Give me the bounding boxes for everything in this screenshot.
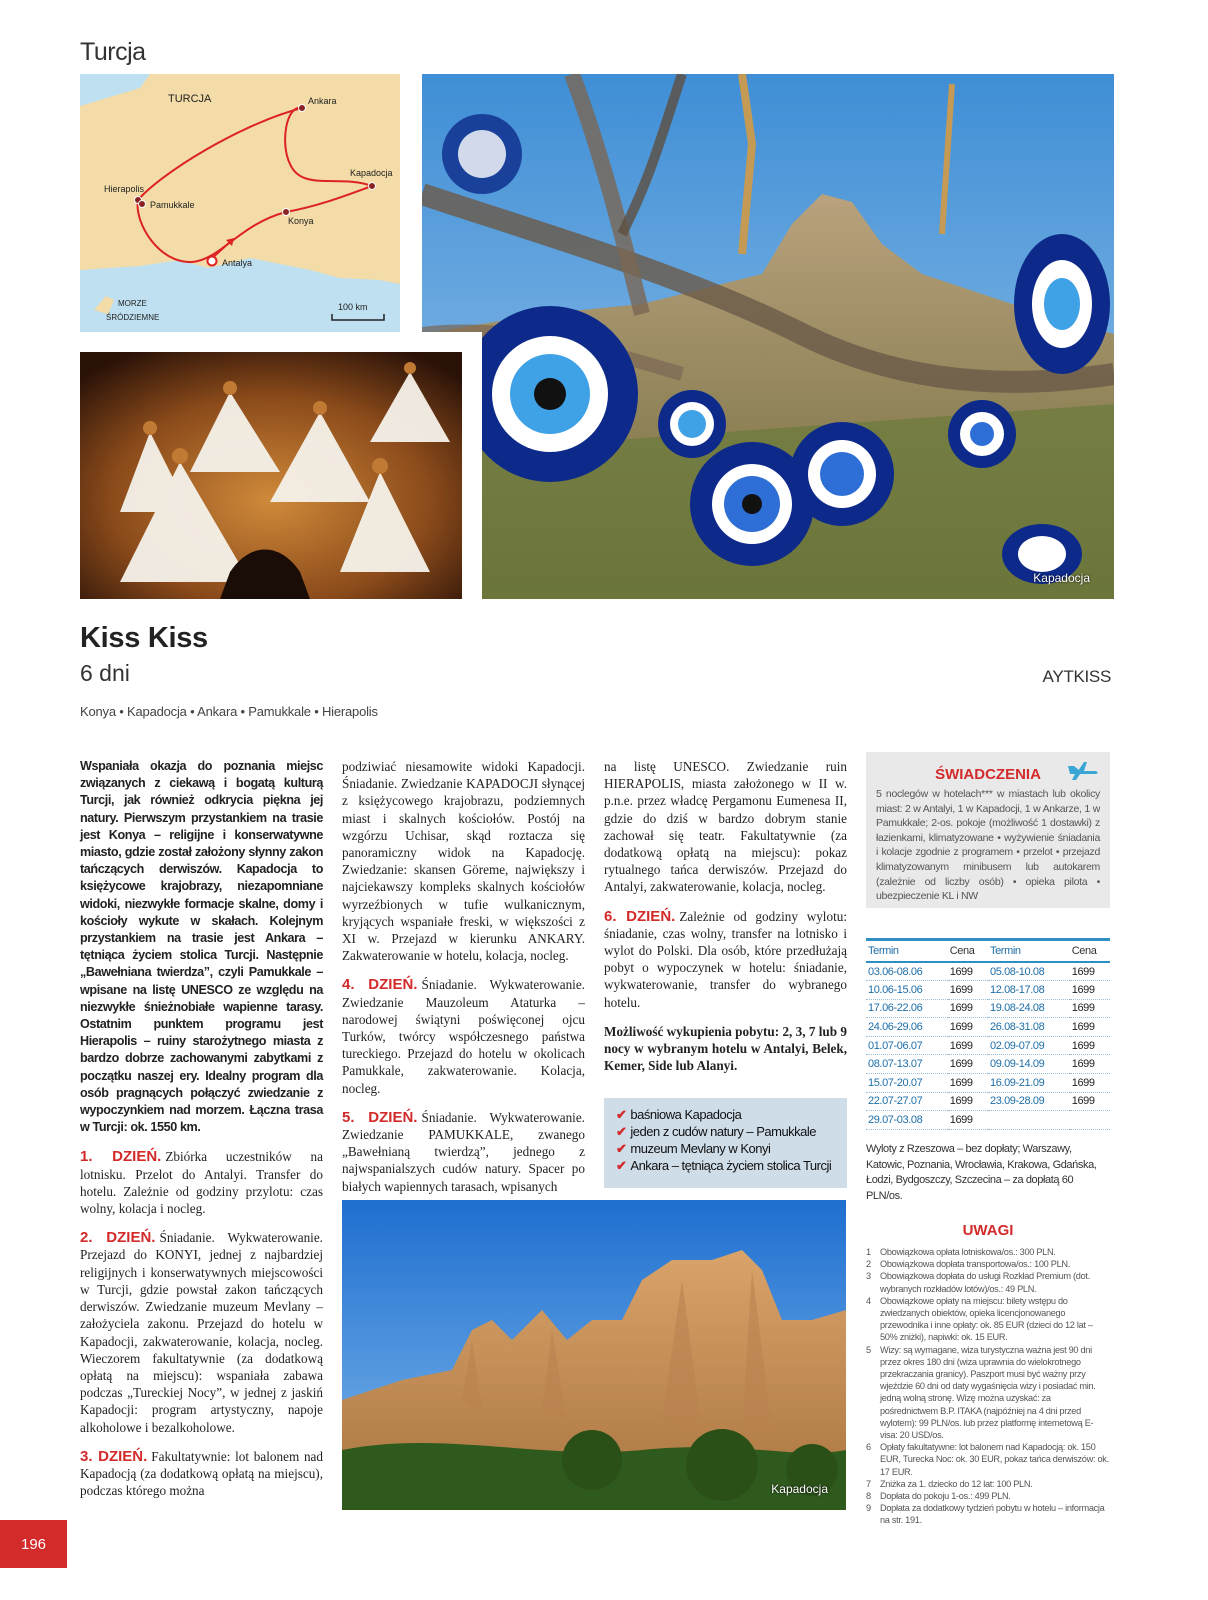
map-city-antalya: Antalya (222, 258, 253, 268)
note-text: Obowiązkowa opłata lotniskowa/os.: 300 PLN. (880, 1247, 1056, 1257)
services-title: ŚWIADCZENIA (935, 766, 1041, 783)
trip-title: Kiss Kiss (80, 622, 208, 654)
day-6 (604, 908, 847, 1011)
note-number: 3 (866, 1271, 871, 1282)
price-cell: 1699 (948, 981, 988, 1000)
note-text: Wizy: są wymagane, wiza turystyczna ważna jest 90 dni przez okres 180 dni (wiza uprawnia do wielokrotnego przekraczania granicy). Paszport musi być ważny przy wjeździe 60 dni od daty wygaśnięcia wizy i posiadać min. jedną wolną stronę. Wizę można uzyskać: za pośrednictwem B.P. ITAKA (najpóźniej na 4 dni przed wylotem): 99 PLN/os. lub przez platformę internetową E-visa: 20 USD/os. (880, 1344, 1096, 1441)
plane-icon (1066, 760, 1100, 782)
day-5 (342, 1109, 585, 1195)
day-2-text: Śniadanie. Wykwaterowanie. Przejazd do KONYI, jednej z najbardziej religijnych i konserwatywnych miejscowości w Turcji, gdzie powstał zakon tańczących derwiszów. Zwiedzanie muzeum Mevlany – założyciela zakonu. Przejazd do hotelu w Kapadocji, zakwaterowanie, kolacja, nocleg. Wieczorem fakultatywnie (za dodatkową opłatą na miejscu): wspaniała zabawa podczas „Tureckiej Nocy”, w jednej z jaskiń Kapadocji: program artystyczny, napoje alkoholowe i bezalkoholowe. (80, 1230, 323, 1435)
term-cell: 29.07-03.08 (866, 1111, 948, 1130)
term-cell: 03.06-08.06 (866, 962, 948, 981)
list-item (866, 1490, 1110, 1502)
term-cell: 19.08-24.08 (988, 999, 1070, 1018)
day-1-text: Zbiórka uczestników na lotnisku. Przelot do Antalyi. Transfer do hotelu. Zależnie od godziny przylotu: czas wolny, kolacja i nocleg. (80, 1149, 323, 1217)
day-1-label: 1. DZIEŃ. (80, 1148, 162, 1166)
list-item (866, 1295, 1110, 1344)
price-cell: 1699 (1070, 1036, 1110, 1055)
text-column-2 (342, 758, 585, 1195)
day-5-text-a: Śniadanie. Wykwaterowanie. Zwiedzanie PAMUKKALE, zwanego „Bawełnianą twierdzą”, jednego z najwspanialszych cudów natury. Spacer po białych wapiennych tarasach, wpisanych (342, 1109, 585, 1194)
price-cell: 1699 (948, 1018, 988, 1037)
note-text: Zniżka za 1. dziecko do 12 lat: 100 PLN. (880, 1478, 1033, 1489)
term-cell: 15.07-20.07 (866, 1074, 948, 1093)
price-cell: 1699 (1070, 1092, 1110, 1111)
map-city-hierapolis: Hierapolis (104, 184, 145, 194)
trip-code: AYTKISS (1042, 667, 1111, 686)
day-6-text: Zależnie od godziny wylotu: śniadanie, czas wolny, transfer na lotnisko i wylot do Polski. Dla osób, które przedłużają pobyt o wypoczynek w hotelu: śniadanie, wykwaterowanie, transfer do wybranego hotelu. (604, 908, 847, 1010)
check-icon: ✔ (616, 1107, 627, 1122)
services-text: 5 noclegów w hotelach*** w miastach lub okolicy miast: 2 w Antalyi, 1 w Kapadocji, 1 w Ankarze, 1 w Pamukkale; 2-os. pokoje (możliwość 1 dostawki) z łazienkami, klimatyzowane • wyżywienie śniadania i kolacje zgodnie z programem • przelot • przejazd klimatyzowanym minibusem lub autokarem (zależnie od liczby osób) • opieka pilota • ubezpieczenie KL i NW (876, 788, 1100, 903)
col-cena-2: Cena (1070, 940, 1110, 963)
country-heading: Turcja (80, 38, 146, 66)
price-cell: 1699 (1070, 981, 1110, 1000)
price-cell: 1699 (1070, 1074, 1110, 1093)
list-item (866, 1258, 1110, 1270)
term-cell: 23.09-28.09 (988, 1092, 1070, 1111)
day-3-text-b: podziwiać niesamowite widoki Kapadocji. Śniadanie. Zwiedzanie KAPADOCJI słynącej z księżycowego krajobrazu, podziemnych miast i skalnych kościołów. Postój na wzgórzu Uchisar, skąd roztacza się panoramiczny widok na Kapadocję. Zwiedzanie: skansen Göreme, największy i najciekawszy kompleks skalnych kościołów wyrzeźbionych w tufie wulkanicznym, kryjących wspaniałe freski, w większości z XI w. Przejazd w kierunku ANKARY. Zakwaterowanie w hotelu, kolacja, nocleg. (342, 759, 585, 964)
map-city-konya: Konya (288, 216, 314, 226)
day-3 (80, 1448, 323, 1500)
price-cell: 1699 (1070, 999, 1110, 1018)
page-number: 196 (0, 1520, 67, 1568)
price-cell: 1699 (948, 962, 988, 981)
term-cell: 01.07-06.07 (866, 1036, 948, 1055)
term-cell: 26.08-31.08 (988, 1018, 1070, 1037)
highlight-item: ✔ baśniowa Kapadocja (616, 1107, 742, 1122)
day-1 (80, 1148, 323, 1217)
note-number: 9 (866, 1503, 871, 1514)
note-text: Obowiązkowe opłaty na miejscu: bilety wstępu do zwiedzanych obiektów, opieka licencjonowanego przewodnika i inne opłaty: ok. 85 EUR (dzieci do 12 lat – 50% zniżki), napiwki: ok. 15 EUR. (880, 1295, 1093, 1343)
departure-info: Wyloty z Rzeszowa – bez dopłaty; Warszawy, Katowic, Poznania, Wrocławia, Krakowa, Gdańska, Łodzi, Bydgoszczy, Szczecina – za dopłatą 60 PLN/os. (866, 1143, 1097, 1202)
dervish-photo (80, 352, 462, 599)
note-number: 1 (866, 1247, 871, 1257)
note-text: Obowiązkowa dopłata transportowa/os.: 100 PLN. (880, 1259, 1070, 1270)
table-row (866, 1111, 1110, 1130)
highlight-item: ✔ jeden z cudów natury – Pamukkale (616, 1124, 817, 1139)
col-cena-1: Cena (948, 940, 988, 963)
term-cell (988, 1111, 1070, 1130)
extension-info: Możliwość wykupienia pobytu: 2, 3, 7 lub 9 nocy w wybranym hotelu w Antalyi, Belek, Kemer, Side lub Alanyi. (604, 1023, 847, 1074)
term-cell: 16.09-21.09 (988, 1074, 1070, 1093)
list-item (866, 1246, 1110, 1258)
list-item (866, 1270, 1110, 1294)
note-number: 5 (866, 1344, 871, 1355)
day-2-label: 2. DZIEŃ. (80, 1229, 156, 1247)
trip-route: Konya • Kapadocja • Ankara • Pamukkale • Hierapolis (80, 704, 378, 719)
highlight-item: ✔ muzeum Mevlany w Konyi (616, 1141, 771, 1156)
eye-photo-caption: Kapadocja (1033, 571, 1090, 585)
day-3-text-a: Fakultatywnie: lot balonem nad Kapadocją (za dodatkową opłatą na miejscu), podczas którego można (80, 1448, 323, 1499)
price-cell: 1699 (948, 1111, 988, 1130)
note-number: 8 (866, 1491, 871, 1502)
list-item (866, 1344, 1110, 1442)
map-sea-label-1: MORZE (118, 299, 147, 308)
highlight-item: ✔ Ankara – tętniąca życiem stolica Turcji (616, 1158, 832, 1173)
evil-eye-photo (422, 74, 1114, 599)
price-cell (1070, 1111, 1110, 1130)
note-number: 6 (866, 1442, 871, 1453)
services-box (866, 752, 1110, 908)
price-table-header (866, 940, 1110, 963)
table-row (866, 981, 1110, 1000)
price-cell: 1699 (1070, 1055, 1110, 1074)
rock-photo-caption: Kapadocja (771, 1482, 828, 1496)
col-termin-2: Termin (988, 940, 1070, 963)
price-cell: 1699 (1070, 962, 1110, 981)
table-row (866, 999, 1110, 1018)
price-cell: 1699 (948, 1055, 988, 1074)
term-cell: 24.06-29.06 (866, 1018, 948, 1037)
day-2 (80, 1229, 323, 1435)
day-6-label: 6. DZIEŃ. (604, 907, 676, 925)
day-4-label: 4. DZIEŃ. (342, 976, 418, 994)
map-city-kapadocja: Kapadocja (350, 168, 393, 178)
price-cell: 1699 (948, 1092, 988, 1111)
map-scale-label: 100 km (338, 302, 368, 312)
map-city-ankara: Ankara (308, 96, 337, 106)
note-text: Opłaty fakultatywne: lot balonem nad Kapadocją: ok. 150 EUR, Turecka Noc: ok. 30 EUR, pokaz tańca derwiszów: ok. 17 EUR. (880, 1442, 1109, 1477)
note-number: 2 (866, 1259, 871, 1270)
day-5-label: 5. DZIEŃ. (342, 1108, 418, 1126)
check-icon: ✔ (616, 1141, 627, 1156)
trip-duration: 6 dni (80, 660, 130, 686)
price-cell: 1699 (948, 1036, 988, 1055)
list-item (866, 1478, 1110, 1490)
day-5-text-b: na listę UNESCO. Zwiedzanie ruin HIERAPOLIS, miasta założonego w II w. p.n.e. przez władcę Pergamonu Eumenesa II, gdzie do dziś w bardzo dobrym stanie zachował się teatr. Fakultatywnie (za dodatkową opłatą na miejscu): pokaz rytualnego tańca derwiszów. Przejazd do Antalyi, zakwaterowanie, kolacja, nocleg. (604, 759, 847, 895)
day-3-label: 3. DZIEŃ. (80, 1447, 148, 1465)
term-cell: 09.09-14.09 (988, 1055, 1070, 1074)
note-text: Dopłata do pokoju 1-os.: 499 PLN. (880, 1491, 1011, 1502)
map-sea-label-2: ŚRÓDZIEMNE (106, 313, 160, 322)
price-table (866, 938, 1110, 1130)
rock-formations-photo (342, 1200, 846, 1510)
text-column-1 (80, 758, 323, 1499)
price-cell: 1699 (1070, 1018, 1110, 1037)
table-row (866, 962, 1110, 981)
map-country-label: TURCJA (168, 93, 212, 105)
col-termin-1: Termin (866, 940, 948, 963)
notes-title: UWAGI (962, 1222, 1014, 1239)
table-row (866, 1036, 1110, 1055)
term-cell: 10.06-15.06 (866, 981, 948, 1000)
table-row (866, 1055, 1110, 1074)
term-cell: 08.07-13.07 (866, 1055, 948, 1074)
note-number: 7 (866, 1478, 871, 1489)
day-4 (342, 976, 585, 1096)
table-row (866, 1018, 1110, 1037)
term-cell: 17.06-22.06 (866, 999, 948, 1018)
list-item (866, 1441, 1110, 1478)
highlights-box (604, 1098, 847, 1188)
price-cell: 1699 (948, 1074, 988, 1093)
check-icon: ✔ (616, 1158, 627, 1173)
list-item (866, 1502, 1110, 1526)
note-number: 4 (866, 1295, 871, 1306)
table-row (866, 1092, 1110, 1111)
note-text: Obowiązkowa dopłata do usługi Rozkład Premium (dot. wybranych rozkładów lotów)/os.: 49 PLN. (880, 1271, 1090, 1294)
day-4-text: Śniadanie. Wykwaterowanie. Zwiedzanie Mauzoleum Ataturka – narodowej świątyni poświęconej ojcu Turków, twórcy współczesnego państwa tureckiego. Przejazd do hotelu w okolicach Pamukkale, zakwaterowanie. Kolacja, nocleg. (342, 977, 585, 1096)
price-cell: 1699 (948, 999, 988, 1018)
term-cell: 12.08-17.08 (988, 981, 1070, 1000)
check-icon: ✔ (616, 1124, 627, 1139)
notes-list (866, 1246, 1110, 1527)
intro-text: Wspaniała okazja do poznania miejsc związanych z ciekawą i bogatą kulturą Turcji, jak również odkrycia piękna jej natury. Pierwszym przystankiem na trasie jest Konya – religijne i konserwatywne miasto, gdzie został założony słynny zakon tańczących derwiszów. Kapadocja to księżycowe krajobrazy, niezapomniane widoki, niezwykłe formacje skalne, domy i kościoły wykute w skałach. Kolejnym przystankiem na trasie jest Ankara – tętniąca życiem stolica Turcji. Następnie „Bawełniana twierdza”, czyli Pamukkale – wpisane na listę UNESCO ze względu na niezwykłe śnieżnobiałe wapienne tarasy. Ostatnim punktem programu jest Hierapolis – ruiny starożytnego miasta z bardzo dobrze zachowanymi zabytkami z początku naszej ery. Idealny program dla osób pragnących połączyć zwiedzanie z wypoczynkiem nad morzem. Łączna trasa w Turcji: ok. 1550 km. (80, 759, 323, 1135)
term-cell: 22.07-27.07 (866, 1092, 948, 1111)
table-row (866, 1074, 1110, 1093)
note-text: Dopłata za dodatkowy tydzień pobytu w hotelu – informacja na str. 191. (880, 1503, 1105, 1526)
term-cell: 05.08-10.08 (988, 962, 1070, 981)
route-map (80, 74, 400, 332)
map-city-pamukkale: Pamukkale (150, 200, 195, 210)
text-column-3 (604, 758, 847, 1074)
term-cell: 02.09-07.09 (988, 1036, 1070, 1055)
